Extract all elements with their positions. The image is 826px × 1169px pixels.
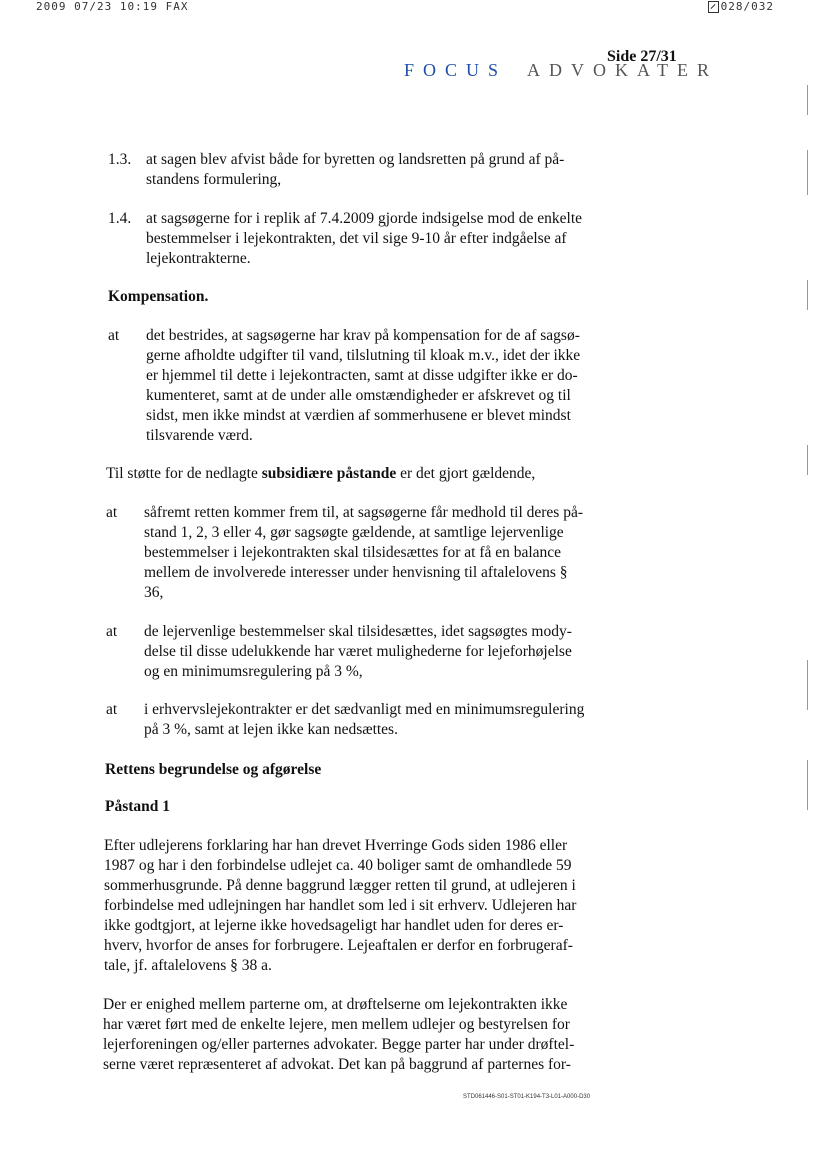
- item-line: i erhvervslejekontrakter er det sædvanligt med en minimumsregulering: [144, 701, 585, 718]
- item-line: på 3 %, samt at lejen ikke kan nedsættes.: [144, 721, 398, 738]
- item-marker: at: [106, 623, 118, 640]
- scan-edge-mark: [807, 85, 808, 115]
- item-marker: at: [106, 701, 118, 718]
- item-line: tilsvarende værd.: [146, 427, 253, 444]
- paragraph-line: serne været repræsenteret af advokat. Det kan på baggrund af parternes for-: [103, 1056, 571, 1073]
- item-line: mellem de involverede interesser under henvisning til aftalelovens §: [144, 564, 568, 581]
- item-line: at sagen blev afvist både for byretten og landsretten på grund af på-: [146, 151, 565, 168]
- fax-header-right: [708, 0, 774, 13]
- item-line: standens formulering,: [146, 171, 282, 188]
- item-line: det bestrides, at sagsøgerne har krav på kompensation for de af sagsø-: [146, 327, 580, 344]
- fax-page-icon: [708, 1, 719, 13]
- scan-edge-mark: [807, 280, 808, 310]
- fax-header-left: 2009 07/23 10:19 FAX: [36, 0, 189, 13]
- paragraph-line: ikke godtgjort, at lejerne ikke hovedsageligt har handlet uden for deres er-: [104, 917, 564, 934]
- item-line: lejekontrakterne.: [146, 250, 251, 267]
- item-line: er hjemmel til dette i lejekontracten, samt at disse udgifter ikke er do-: [146, 367, 578, 384]
- item-line: og en minimumsregulering på 3 %,: [144, 663, 363, 680]
- item-line: stand 1, 2, 3 eller 4, gør sagsøgte gældende, at samtlige lejervenlige: [144, 524, 564, 541]
- item-line: gerne afholdte udgifter til vand, tilslutning til kloak m.v., idet der ikke: [146, 347, 581, 364]
- paragraph-line: Der er enighed mellem parterne om, at drøftelserne om lejekontrakten ikke: [103, 996, 568, 1013]
- item-marker: at: [106, 504, 118, 521]
- brand-first: FOCUS: [404, 60, 508, 80]
- brand-second: ADVOKATER: [527, 60, 719, 80]
- item-line: at sagsøgerne for i replik af 7.4.2009 gjorde indsigelse mod de enkelte: [146, 210, 583, 227]
- subsidiary-intro: Til støtte for de nedlagte subsidiære påstande er det gjort gældende,: [106, 465, 536, 482]
- item-line: bestemmelser i lejekontrakten, det vil sige 9-10 år efter indgåelse af: [146, 230, 567, 247]
- paragraph-line: tale, jf. aftalelovens § 38 a.: [104, 957, 272, 974]
- section-heading: Rettens begrundelse og afgørelse: [105, 761, 322, 778]
- scan-edge-mark: [807, 660, 808, 710]
- section-heading: Kompensation.: [108, 288, 209, 305]
- item-line: bestemmelser i lejekontrakten skal tilsidesættes for at få en balance: [144, 544, 562, 561]
- item-line: såfremt retten kommer frem til, at sagsøgerne får medhold til deres på-: [144, 504, 584, 521]
- paragraph-line: sommerhusgrunde. På denne baggrund lægger retten til grund, at udlejeren i: [104, 877, 576, 894]
- fax-page-number: 028/032: [720, 0, 774, 13]
- paragraph-line: forbindelse med udlejningen har handlet som led i sit erhverv. Udlejeren har: [104, 897, 577, 914]
- item-marker: at: [108, 327, 120, 344]
- item-line: kumenteret, samt at de under alle omstændigheder er afskrevet og til: [146, 387, 571, 404]
- item-marker: 1.3.: [108, 151, 132, 168]
- page-label: Side 27/31: [607, 48, 677, 65]
- scan-edge-mark: [807, 150, 808, 195]
- footer-code: STD061446-S01-ST01-K194-T3-L01-A000-D30: [463, 1094, 591, 1100]
- paragraph-line: har været ført med de enkelte lejere, men mellem udlejer og bestyrelsen for: [103, 1016, 570, 1033]
- item-marker: 1.4.: [108, 210, 132, 227]
- paragraph-line: hverv, hvorfor de anses for forbrugere. Lejeaftalen er derfor en forbrugeraf-: [104, 937, 573, 954]
- item-line: de lejervenlige bestemmelser skal tilsidesættes, idet sagsøgtes mody-: [144, 623, 572, 640]
- item-line: delse til disse udelukkende har været mulighederne for lejeforhøjelse: [144, 643, 572, 660]
- scan-edge-mark: [807, 760, 808, 810]
- scan-edge-mark: [807, 445, 808, 475]
- paragraph-line: Efter udlejerens forklaring har han drevet Hverringe Gods siden 1986 eller: [104, 837, 568, 854]
- item-line: sidst, men ikke mindst at værdien af sommerhusene er blevet mindst: [146, 407, 571, 424]
- paragraph-line: lejerforeningen og/eller parternes advokater. Begge parter har under drøftel-: [103, 1036, 575, 1053]
- item-line: 36,: [144, 584, 164, 601]
- paragraph-line: 1987 og har i den forbindelse udlejet ca. 40 boliger samt de omhandlede 59: [104, 857, 572, 874]
- section-heading: Påstand 1: [105, 798, 171, 815]
